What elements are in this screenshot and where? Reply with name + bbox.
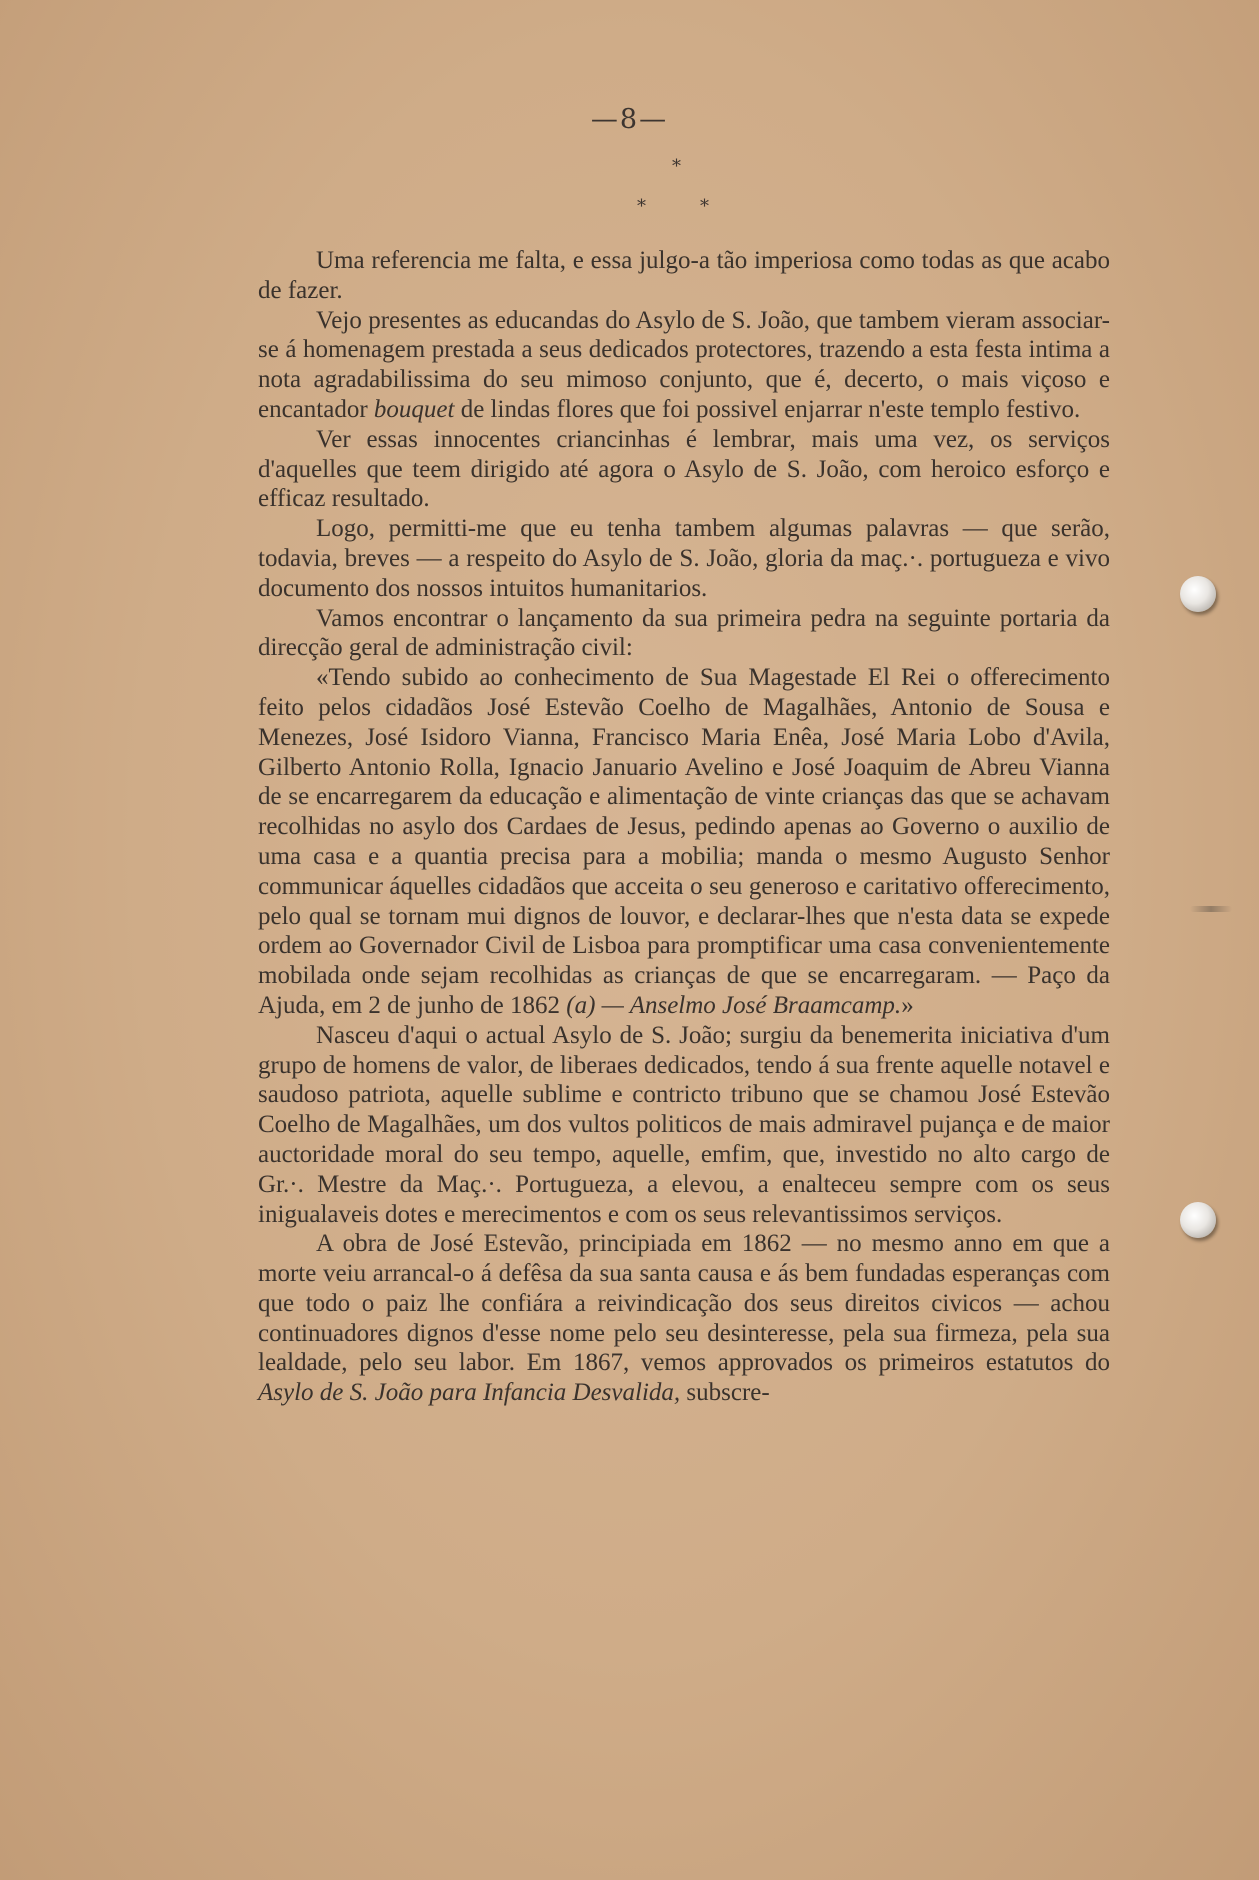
asterism-star-top: * bbox=[672, 156, 681, 177]
quote-signature: (a) — Anselmo José Braamcamp. bbox=[566, 991, 902, 1019]
binding-hole-bottom bbox=[1180, 1202, 1216, 1238]
paragraph-1: Uma referencia me falta, e essa julgo-a tão imperiosa como todas as que acabo de fazer. bbox=[258, 247, 1110, 304]
asterism-star-bottom-right: * bbox=[700, 196, 709, 217]
quote-close: » bbox=[901, 991, 914, 1019]
paragraph-4: Logo, permitti-me que eu tenha tambem algumas palavras — que serão, todavia, breves — a respeito do Asylo de S. João, gloria da maç.·. portugueza e vivo documento dos nossos intuitos humanitarios. bbox=[258, 515, 1110, 602]
asterism-star-bottom-left: * bbox=[637, 196, 646, 217]
paragraph-5: Vamos encontrar o lançamento da sua primeira pedra na seguinte portaria da direcção geral de administração civil: bbox=[258, 604, 1110, 662]
paragraph-2-italic-bouquet: bouquet bbox=[373, 395, 455, 423]
body-text bbox=[258, 246, 1110, 1408]
paragraph-3: Ver essas innocentes criancinhas é lembrar, mais uma vez, os serviços d'aquelles que teem dirigido até agora o Asylo de S. João, com heroico esforço e efficaz resultado. bbox=[258, 425, 1110, 513]
quote-text: «Tendo subido ao conhecimento de Sua Magestade El Rei o offerecimento feito pelos cidadãos José Estevão Coelho de Magalhães, Antonio de Sousa e Menezes, José Isidoro Vianna, Francisco Maria Enêa, José Maria Lobo d'Avila, Gilberto Antonio Rolla, Ignacio Januario Avelino e José Joaquim de Abreu Vianna de se encarregarem da educação e alimentação de vinte crianças das que se achavam recolhidas no asylo dos Cardaes de Jesus, pedindo apenas ao Governo o auxilio de uma casa e a quantia precisa para a mobilia; manda o mesmo Augusto Senhor communicar áquelles cidadãos que acceita o seu generoso e caritativo offerecimento, pelo qual se tornam mui dignos de louvor, e declarar-lhes que n'esta data se expede ordem ao Governador Civil de Lisboa para promptificar uma casa convenientemente mobilada onde sejam recolhidas as crianças de que se encarregaram. — Paço da Ajuda, em 2 de junho de 1862 bbox=[258, 664, 1110, 1019]
asterism bbox=[0, 156, 1259, 216]
page-number: —8— bbox=[590, 104, 669, 135]
paper-mark bbox=[1190, 906, 1232, 912]
paragraph-7: Nasceu d'aqui o actual Asylo de S. João; surgiu da benemerita iniciativa d'um grupo de homens de valor, de liberaes dedicados, tendo á sua frente aquelle notavel e saudoso patriota, aquelle sublime e contricto tribuno que se chamou José Estevão Coelho de Magalhães, um dos vultos politicos de mais admiravel pujança e de maior auctoridade moral do seu tempo, aquelle, emfim, que, investido no alto cargo de Gr.·. Mestre da Maç.·. Portugueza, a elevou, a enalteceu sempre com os seus inigualaveis dotes e merecimentos e com os seus relevantissimos serviços. bbox=[258, 1021, 1110, 1228]
paragraph-8-text: A obra de José Estevão, principiada em 1862 — no mesmo anno em que a morte veiu arrancal-o á defêsa da sua santa causa e ás bem fundadas esperanças com que todo o paiz lhe confiára a reivindicação dos seus direitos civicos — achou continuadores dignos d'esse nome pelo seu desinteresse, pela sua firmeza, pela sua lealdade, pelo seu labor. Em 1867, vemos approvados os primeiros estatutos do bbox=[258, 1230, 1110, 1377]
paragraph-2-text: Vejo presentes as educandas do Asylo de S. João, que tambem vieram associar-se á homenagem prestada a seus dedicados protectores, trazendo a esta festa intima a nota agradabilissima do seu mimoso conjunto, que é, decerto, o mais viçoso e encantador bbox=[258, 306, 1110, 423]
binding-hole-top bbox=[1180, 576, 1216, 612]
paragraph-8-italic-title: Asylo de S. João para Infancia Desvalida, bbox=[258, 1379, 681, 1407]
paragraph-8 bbox=[258, 1229, 1110, 1408]
paragraph-8-text-end: subscre- bbox=[686, 1379, 770, 1407]
paragraph-2-text-end: de lindas flores que foi possivel enjarrar n'este templo festivo. bbox=[460, 395, 1081, 423]
paragraph-6-quote bbox=[258, 663, 1110, 1021]
paragraph-2 bbox=[258, 306, 1110, 425]
